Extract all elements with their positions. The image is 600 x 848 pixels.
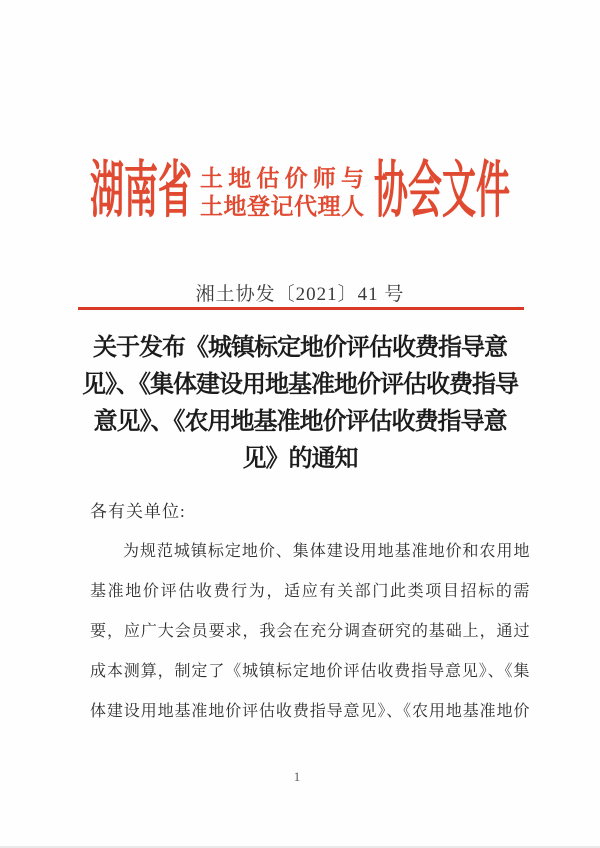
page-number: 1 (293, 769, 301, 784)
masthead (0, 160, 600, 226)
doc-number: 湘土协发〔2021〕41 号 (195, 284, 405, 305)
org-name-middle (200, 165, 364, 221)
doc-type-label: 协会文件 (374, 158, 510, 226)
red-divider-rule (78, 307, 524, 310)
body-paragraph (90, 532, 530, 732)
body-line: 成本测算，制定了《城镇标定地价评估收费指导意见》、《集 (90, 663, 530, 680)
org-name-prefix: 湖南省 (90, 158, 192, 226)
doc-title-line: 关于发布《城镇标定地价评估收费指导意 (93, 335, 507, 361)
body-line: 要，应广大会员要求，我会在充分调查研究的基础上，通过 (90, 623, 530, 640)
salutation: 各有关单位: (90, 502, 186, 521)
body-line: 为规范城镇标定地价、集体建设用地基准地价和农用地 (123, 543, 530, 560)
doc-title-line: 意见》、《农用地基准地价评估收费指导意 (93, 409, 507, 435)
org-name-middle-line2: 土地登记代理人 (200, 194, 364, 219)
doc-title-line: 见》的通知 (242, 446, 358, 472)
org-name-middle-line1: 土地估价师与 (200, 166, 364, 191)
doc-title (0, 330, 600, 478)
body-line: 体建设用地基准地价评估收费指导意见》、《农用地基准地价 (90, 703, 530, 720)
doc-title-line: 见》、《集体建设用地基准地价评估收费指导 (82, 372, 518, 398)
body-line: 基准地价评估收费行为，适应有关部门此类项目招标的需 (90, 583, 530, 600)
